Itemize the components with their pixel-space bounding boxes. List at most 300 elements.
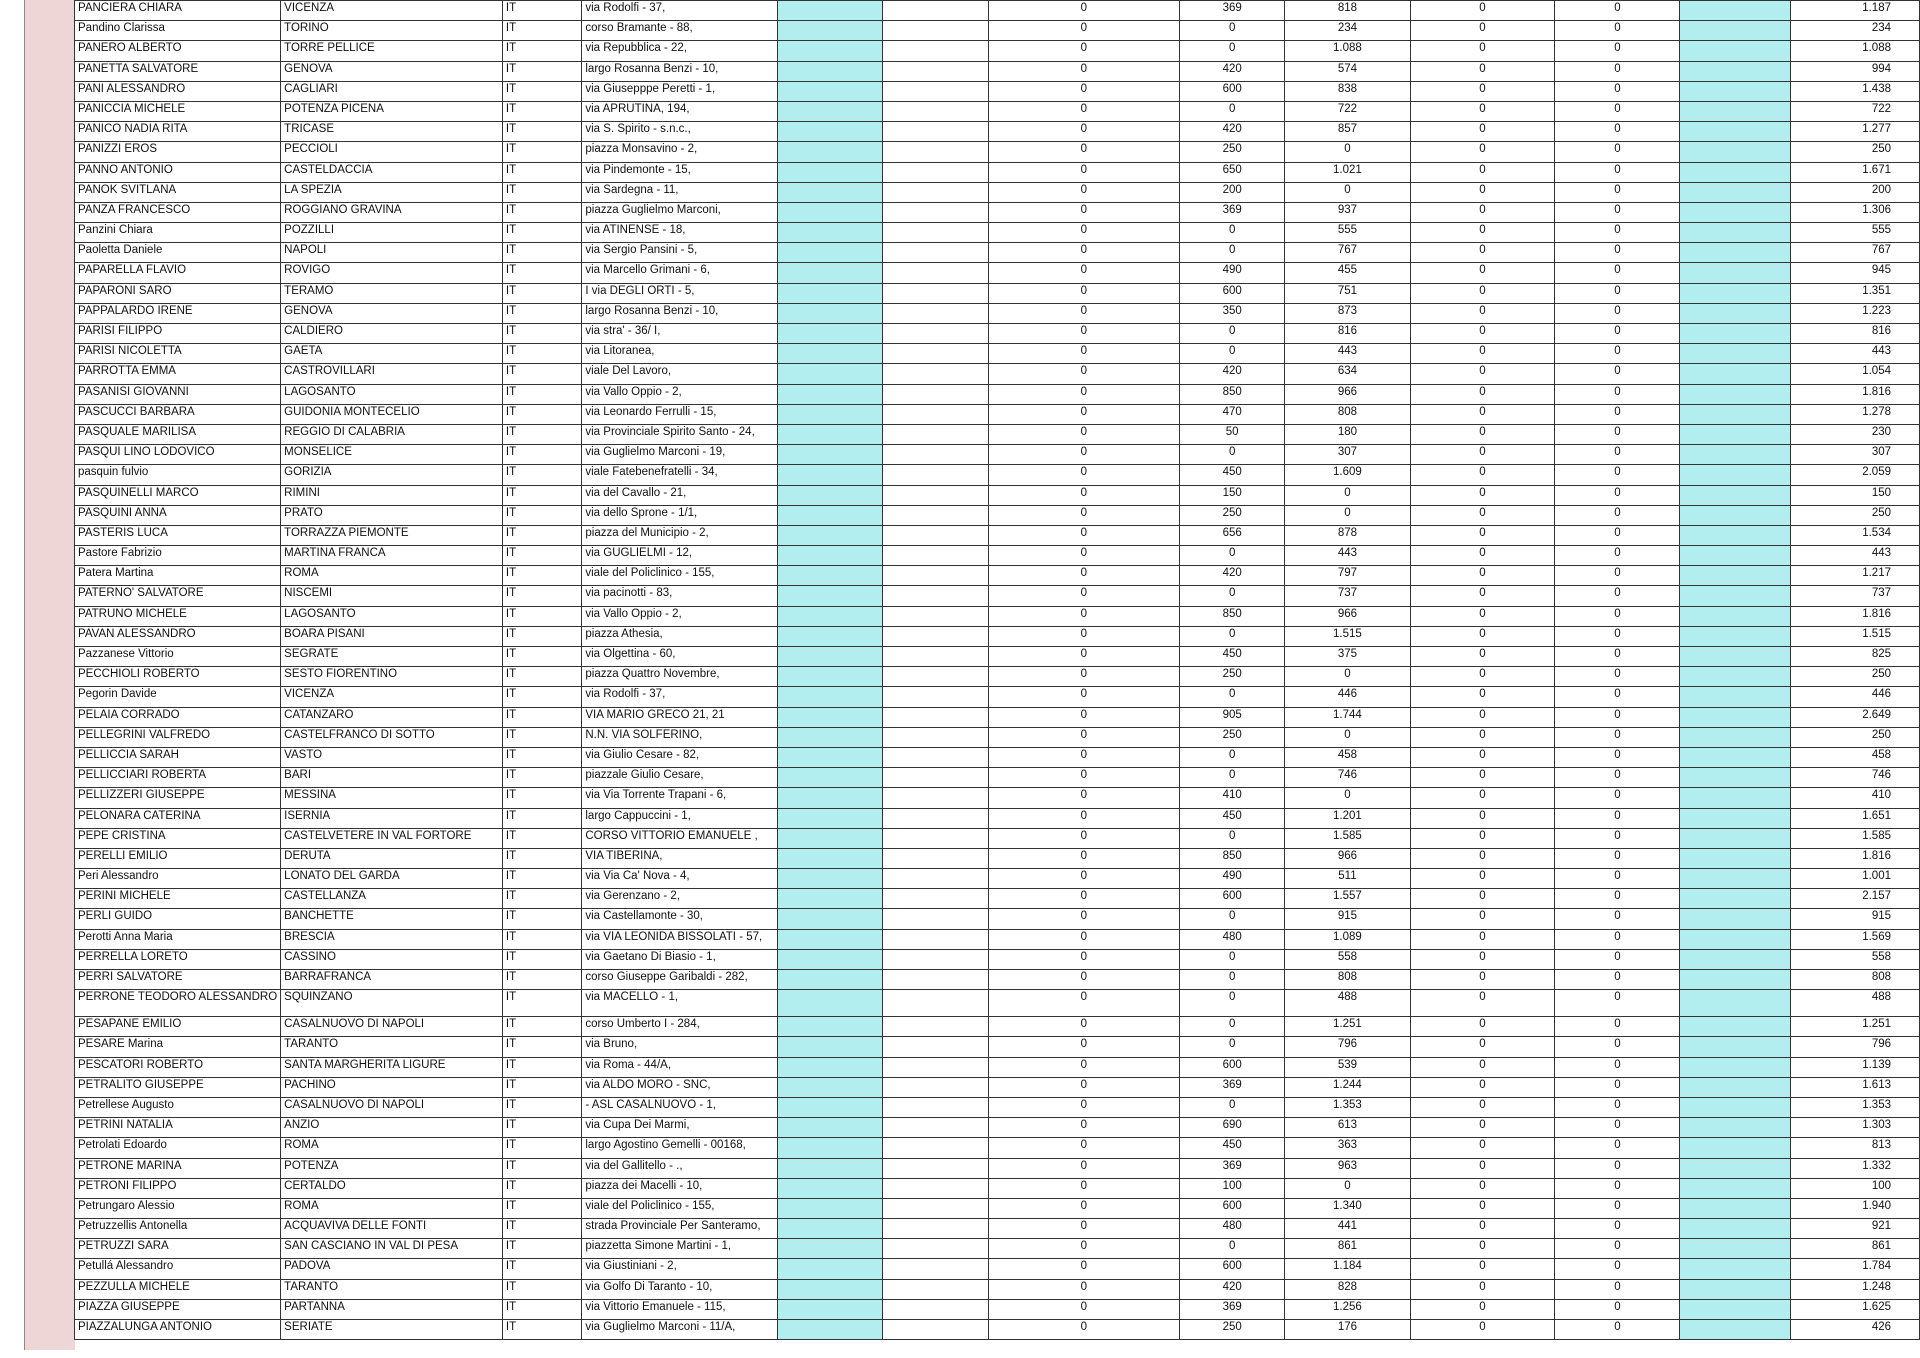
- cell-value: 0: [1410, 223, 1555, 243]
- cell-city: MESSINA: [281, 788, 503, 808]
- cell-highlight: [1680, 41, 1790, 61]
- cell-value: 0: [1555, 263, 1680, 283]
- cell-country: IT: [502, 990, 581, 1017]
- cell-value: 1.353: [1285, 1097, 1410, 1117]
- cell-name: PANICCIA MICHELE: [75, 101, 281, 121]
- cell-value: 737: [1285, 586, 1410, 606]
- cell-value: 0: [1410, 1219, 1555, 1239]
- cell-value: 0: [1410, 41, 1555, 61]
- table-row: [75, 788, 1920, 808]
- cell-city: MONSELICE: [281, 445, 503, 465]
- cell-value: 458: [1285, 747, 1410, 767]
- cell-country: IT: [502, 202, 581, 222]
- cell-total: 767: [1790, 243, 1919, 263]
- cell-address: via Sardegna - 11,: [582, 182, 778, 202]
- cell-value: 0: [988, 61, 1179, 81]
- cell-value: 1.557: [1285, 889, 1410, 909]
- cell-empty: [883, 566, 988, 586]
- cell-value: 0: [1410, 202, 1555, 222]
- cell-highlight: [778, 525, 883, 545]
- cell-value: 0: [1555, 1077, 1680, 1097]
- cell-country: IT: [502, 445, 581, 465]
- cell-value: 808: [1285, 970, 1410, 990]
- cell-total: 2.649: [1790, 707, 1919, 727]
- cell-highlight: [1680, 970, 1790, 990]
- cell-value: 0: [1410, 1118, 1555, 1138]
- cell-address: piazza Athesia,: [582, 626, 778, 646]
- cell-highlight: [1680, 626, 1790, 646]
- cell-name: Panzini Chiara: [75, 223, 281, 243]
- cell-value: 0: [1410, 626, 1555, 646]
- cell-address: via stra' - 36/ I,: [582, 324, 778, 344]
- cell-total: 1.187: [1790, 1, 1919, 21]
- cell-total: 1.816: [1790, 606, 1919, 626]
- cell-total: 1.438: [1790, 81, 1919, 101]
- cell-highlight: [1680, 1239, 1790, 1259]
- cell-value: 369: [1180, 202, 1285, 222]
- cell-country: IT: [502, 1, 581, 21]
- cell-highlight: [778, 707, 883, 727]
- cell-total: 816: [1790, 324, 1919, 344]
- table-row: [75, 243, 1920, 263]
- cell-name: Petrolati Edoardo: [75, 1138, 281, 1158]
- cell-highlight: [778, 182, 883, 202]
- cell-address: VIA MARIO GRECO 21, 21: [582, 707, 778, 727]
- cell-empty: [883, 505, 988, 525]
- cell-highlight: [1680, 364, 1790, 384]
- cell-city: ACQUAVIVA DELLE FONTI: [281, 1219, 503, 1239]
- cell-value: 0: [1410, 909, 1555, 929]
- cell-country: IT: [502, 283, 581, 303]
- cell-name: PASCUCCI BARBARA: [75, 404, 281, 424]
- cell-value: 0: [1410, 1299, 1555, 1319]
- cell-value: 0: [1555, 808, 1680, 828]
- cell-empty: [883, 707, 988, 727]
- cell-total: 1.784: [1790, 1259, 1919, 1279]
- cell-name: PANOK SVITLANA: [75, 182, 281, 202]
- cell-value: 0: [1555, 1097, 1680, 1117]
- table-row: [75, 1037, 1920, 1057]
- cell-highlight: [1680, 1178, 1790, 1198]
- cell-country: IT: [502, 1037, 581, 1057]
- cell-highlight: [1680, 1299, 1790, 1319]
- cell-value: 0: [1555, 929, 1680, 949]
- cell-empty: [883, 626, 988, 646]
- cell-highlight: [778, 404, 883, 424]
- cell-highlight: [1680, 747, 1790, 767]
- cell-name: PERLI GUIDO: [75, 909, 281, 929]
- cell-value: 0: [1410, 970, 1555, 990]
- cell-highlight: [1680, 707, 1790, 727]
- cell-value: 0: [1410, 747, 1555, 767]
- cell-address: N.N. VIA SOLFERINO,: [582, 727, 778, 747]
- cell-name: Perotti Anna Maria: [75, 929, 281, 949]
- cell-city: SQUINZANO: [281, 990, 503, 1017]
- cell-empty: [883, 667, 988, 687]
- cell-value: 0: [1180, 747, 1285, 767]
- cell-empty: [883, 81, 988, 101]
- cell-city: NISCEMI: [281, 586, 503, 606]
- cell-value: 441: [1285, 1219, 1410, 1239]
- cell-highlight: [1680, 909, 1790, 929]
- cell-value: 0: [988, 869, 1179, 889]
- cell-name: PETRUZZI SARA: [75, 1239, 281, 1259]
- cell-highlight: [1680, 1198, 1790, 1218]
- cell-address: via Gaetano Di Biasio - 1,: [582, 949, 778, 969]
- cell-country: IT: [502, 707, 581, 727]
- table-row: [75, 283, 1920, 303]
- cell-value: 150: [1180, 485, 1285, 505]
- cell-highlight: [1680, 182, 1790, 202]
- cell-highlight: [778, 1279, 883, 1299]
- cell-value: 0: [1285, 505, 1410, 525]
- cell-value: 751: [1285, 283, 1410, 303]
- cell-empty: [883, 404, 988, 424]
- table-row: [75, 364, 1920, 384]
- cell-value: 0: [1555, 1037, 1680, 1057]
- cell-value: 450: [1180, 808, 1285, 828]
- cell-highlight: [778, 1017, 883, 1037]
- cell-value: 0: [988, 566, 1179, 586]
- cell-address: via GUGLIELMI - 12,: [582, 546, 778, 566]
- cell-city: REGGIO DI CALABRIA: [281, 424, 503, 444]
- cell-value: 0: [1555, 505, 1680, 525]
- cell-address: via ALDO MORO - SNC,: [582, 1077, 778, 1097]
- cell-country: IT: [502, 324, 581, 344]
- cell-empty: [883, 525, 988, 545]
- cell-address: - ASL CASALNUOVO - 1,: [582, 1097, 778, 1117]
- cell-highlight: [1680, 263, 1790, 283]
- cell-value: 490: [1180, 263, 1285, 283]
- cell-city: BRESCIA: [281, 929, 503, 949]
- table-row: [75, 808, 1920, 828]
- cell-value: 0: [1555, 1320, 1680, 1340]
- cell-value: 0: [1180, 1037, 1285, 1057]
- table-row: [75, 1057, 1920, 1077]
- table-row: [75, 929, 1920, 949]
- cell-country: IT: [502, 101, 581, 121]
- cell-value: 0: [1555, 747, 1680, 767]
- cell-highlight: [1680, 949, 1790, 969]
- cell-value: 0: [1555, 182, 1680, 202]
- cell-name: PIAZZALUNGA ANTONIO: [75, 1320, 281, 1340]
- cell-name: PETRONE MARINA: [75, 1158, 281, 1178]
- cell-empty: [883, 384, 988, 404]
- cell-value: 0: [1555, 869, 1680, 889]
- cell-value: 857: [1285, 122, 1410, 142]
- cell-highlight: [778, 485, 883, 505]
- table-row: [75, 1178, 1920, 1198]
- cell-empty: [883, 1178, 988, 1198]
- cell-value: 0: [1555, 848, 1680, 868]
- cell-highlight: [1680, 1017, 1790, 1037]
- table-row: [75, 21, 1920, 41]
- cell-address: corso Giuseppe Garibaldi - 282,: [582, 970, 778, 990]
- cell-country: IT: [502, 929, 581, 949]
- cell-name: Petruzzellis Antonella: [75, 1219, 281, 1239]
- table-row: [75, 1320, 1920, 1340]
- cell-highlight: [778, 505, 883, 525]
- cell-city: PACHINO: [281, 1077, 503, 1097]
- cell-value: 0: [1410, 667, 1555, 687]
- cell-name: PELAIA CORRADO: [75, 707, 281, 727]
- cell-value: 0: [1555, 485, 1680, 505]
- cell-value: 0: [988, 727, 1179, 747]
- cell-highlight: [778, 162, 883, 182]
- cell-value: 0: [988, 1178, 1179, 1198]
- cell-country: IT: [502, 1158, 581, 1178]
- cell-value: 0: [1180, 687, 1285, 707]
- cell-value: 0: [1555, 647, 1680, 667]
- cell-value: 905: [1180, 707, 1285, 727]
- cell-value: 0: [988, 848, 1179, 868]
- cell-address: via Golfo Di Taranto - 10,: [582, 1279, 778, 1299]
- cell-city: LAGOSANTO: [281, 384, 503, 404]
- cell-country: IT: [502, 1299, 581, 1319]
- cell-value: 0: [1410, 546, 1555, 566]
- table-row: [75, 465, 1920, 485]
- cell-value: 480: [1180, 1219, 1285, 1239]
- cell-total: 2.157: [1790, 889, 1919, 909]
- cell-highlight: [778, 546, 883, 566]
- cell-country: IT: [502, 889, 581, 909]
- cell-empty: [883, 1, 988, 21]
- cell-highlight: [1680, 1, 1790, 21]
- cell-name: PASANISI GIOVANNI: [75, 384, 281, 404]
- cell-address: I via DEGLI ORTI - 5,: [582, 283, 778, 303]
- cell-value: 0: [1410, 1, 1555, 21]
- cell-value: 446: [1285, 687, 1410, 707]
- cell-highlight: [1680, 1320, 1790, 1340]
- cell-address: via Guglielmo Marconi - 19,: [582, 445, 778, 465]
- cell-value: 0: [1555, 81, 1680, 101]
- cell-value: 0: [1555, 949, 1680, 969]
- cell-value: 0: [1555, 101, 1680, 121]
- cell-total: 307: [1790, 445, 1919, 465]
- cell-value: 838: [1285, 81, 1410, 101]
- cell-name: Pegorin Davide: [75, 687, 281, 707]
- cell-value: 0: [1180, 768, 1285, 788]
- cell-value: 0: [1285, 727, 1410, 747]
- cell-highlight: [778, 1259, 883, 1279]
- cell-value: 0: [988, 1259, 1179, 1279]
- cell-name: PECCHIOLI ROBERTO: [75, 667, 281, 687]
- cell-name: PERRONE TEODORO ALESSANDRO: [75, 990, 281, 1017]
- cell-country: IT: [502, 1279, 581, 1299]
- cell-value: 350: [1180, 303, 1285, 323]
- cell-city: NAPOLI: [281, 243, 503, 263]
- cell-empty: [883, 768, 988, 788]
- cell-name: PIAZZA GIUSEPPE: [75, 1299, 281, 1319]
- cell-address: via Sergio Pansini - 5,: [582, 243, 778, 263]
- cell-city: CAGLIARI: [281, 81, 503, 101]
- cell-name: PANZA FRANCESCO: [75, 202, 281, 222]
- table-row: [75, 667, 1920, 687]
- cell-value: 0: [988, 1198, 1179, 1218]
- cell-value: 511: [1285, 869, 1410, 889]
- cell-name: PERELLI EMILIO: [75, 848, 281, 868]
- cell-name: PETRALITO GIUSEPPE: [75, 1077, 281, 1097]
- cell-value: 0: [988, 1017, 1179, 1037]
- cell-value: 0: [1555, 626, 1680, 646]
- cell-value: 0: [988, 1279, 1179, 1299]
- cell-value: 234: [1285, 21, 1410, 41]
- cell-city: SAN CASCIANO IN VAL DI PESA: [281, 1239, 503, 1259]
- cell-total: 250: [1790, 727, 1919, 747]
- cell-value: 0: [1555, 61, 1680, 81]
- cell-address: piazza Guglielmo Marconi,: [582, 202, 778, 222]
- cell-value: 420: [1180, 61, 1285, 81]
- cell-highlight: [1680, 61, 1790, 81]
- table-row: [75, 404, 1920, 424]
- cell-value: 0: [1410, 1077, 1555, 1097]
- cell-total: 446: [1790, 687, 1919, 707]
- cell-address: via Bruno,: [582, 1037, 778, 1057]
- cell-value: 0: [1555, 707, 1680, 727]
- cell-highlight: [1680, 566, 1790, 586]
- cell-country: IT: [502, 828, 581, 848]
- cell-highlight: [1680, 303, 1790, 323]
- cell-address: via Gerenzano - 2,: [582, 889, 778, 909]
- cell-value: 250: [1180, 1320, 1285, 1340]
- cell-country: IT: [502, 727, 581, 747]
- cell-highlight: [1680, 101, 1790, 121]
- cell-address: largo Agostino Gemelli - 00168,: [582, 1138, 778, 1158]
- cell-highlight: [1680, 586, 1790, 606]
- cell-country: IT: [502, 909, 581, 929]
- cell-value: 0: [1555, 202, 1680, 222]
- table-row: [75, 990, 1920, 1017]
- cell-highlight: [1680, 727, 1790, 747]
- cell-country: IT: [502, 586, 581, 606]
- cell-value: 0: [1410, 1259, 1555, 1279]
- cell-total: 100: [1790, 1178, 1919, 1198]
- cell-value: 0: [1180, 445, 1285, 465]
- cell-value: 369: [1180, 1, 1285, 21]
- cell-city: CASSINO: [281, 949, 503, 969]
- cell-country: IT: [502, 747, 581, 767]
- cell-address: via Vallo Oppio - 2,: [582, 384, 778, 404]
- cell-country: IT: [502, 142, 581, 162]
- cell-value: 0: [1180, 949, 1285, 969]
- cell-value: 375: [1285, 647, 1410, 667]
- cell-address: corso Bramante - 88,: [582, 21, 778, 41]
- cell-value: 0: [1180, 546, 1285, 566]
- cell-highlight: [1680, 929, 1790, 949]
- cell-value: 0: [1410, 1017, 1555, 1037]
- cell-highlight: [1680, 344, 1790, 364]
- cell-name: Pandino Clarissa: [75, 21, 281, 41]
- cell-city: TORRE PELLICE: [281, 41, 503, 61]
- cell-value: 0: [1180, 101, 1285, 121]
- cell-name: Petrellese Augusto: [75, 1097, 281, 1117]
- cell-value: 0: [988, 828, 1179, 848]
- cell-empty: [883, 1320, 988, 1340]
- cell-value: 0: [1180, 1239, 1285, 1259]
- cell-country: IT: [502, 182, 581, 202]
- cell-value: 0: [1410, 647, 1555, 667]
- cell-total: 1.251: [1790, 1017, 1919, 1037]
- cell-value: 0: [988, 949, 1179, 969]
- cell-value: 0: [1555, 1138, 1680, 1158]
- cell-total: 150: [1790, 485, 1919, 505]
- cell-highlight: [1680, 505, 1790, 525]
- cell-value: 873: [1285, 303, 1410, 323]
- cell-value: 1.244: [1285, 1077, 1410, 1097]
- cell-name: PASTERIS LUCA: [75, 525, 281, 545]
- cell-value: 176: [1285, 1320, 1410, 1340]
- table-row: [75, 324, 1920, 344]
- cell-value: 0: [1555, 546, 1680, 566]
- cell-highlight: [778, 324, 883, 344]
- cell-empty: [883, 162, 988, 182]
- cell-value: 0: [988, 970, 1179, 990]
- table-row: [75, 566, 1920, 586]
- cell-highlight: [778, 949, 883, 969]
- cell-value: 0: [1180, 1017, 1285, 1037]
- cell-total: 746: [1790, 768, 1919, 788]
- cell-value: 1.251: [1285, 1017, 1410, 1037]
- cell-value: 690: [1180, 1118, 1285, 1138]
- cell-value: 0: [988, 223, 1179, 243]
- cell-empty: [883, 1057, 988, 1077]
- table-row: [75, 970, 1920, 990]
- cell-value: 0: [988, 909, 1179, 929]
- cell-highlight: [1680, 1057, 1790, 1077]
- cell-value: 0: [988, 687, 1179, 707]
- cell-value: 0: [1410, 162, 1555, 182]
- table-row: [75, 1198, 1920, 1218]
- cell-value: 180: [1285, 424, 1410, 444]
- cell-value: 0: [1555, 1259, 1680, 1279]
- cell-empty: [883, 848, 988, 868]
- cell-value: 0: [1555, 364, 1680, 384]
- cell-total: 1.139: [1790, 1057, 1919, 1077]
- cell-city: TRICASE: [281, 122, 503, 142]
- cell-highlight: [778, 788, 883, 808]
- cell-city: PECCIOLI: [281, 142, 503, 162]
- cell-value: 369: [1180, 1077, 1285, 1097]
- cell-highlight: [778, 808, 883, 828]
- cell-highlight: [778, 445, 883, 465]
- cell-value: 0: [988, 586, 1179, 606]
- cell-highlight: [778, 626, 883, 646]
- cell-value: 250: [1180, 667, 1285, 687]
- cell-city: ROMA: [281, 1198, 503, 1218]
- cell-value: 1.089: [1285, 929, 1410, 949]
- cell-value: 0: [1410, 566, 1555, 586]
- cell-highlight: [1680, 1118, 1790, 1138]
- cell-highlight: [1680, 848, 1790, 868]
- cell-empty: [883, 223, 988, 243]
- cell-highlight: [778, 101, 883, 121]
- cell-city: SESTO FIORENTINO: [281, 667, 503, 687]
- cell-value: 0: [1410, 828, 1555, 848]
- cell-name: PASQUINELLI MARCO: [75, 485, 281, 505]
- cell-empty: [883, 869, 988, 889]
- cell-name: PARISI FILIPPO: [75, 324, 281, 344]
- cell-value: 0: [1555, 889, 1680, 909]
- cell-highlight: [1680, 21, 1790, 41]
- cell-highlight: [778, 384, 883, 404]
- cell-country: IT: [502, 788, 581, 808]
- cell-city: BANCHETTE: [281, 909, 503, 929]
- cell-highlight: [1680, 162, 1790, 182]
- table-row: [75, 81, 1920, 101]
- cell-highlight: [778, 1, 883, 21]
- cell-highlight: [1680, 687, 1790, 707]
- cell-city: BARRAFRANCA: [281, 970, 503, 990]
